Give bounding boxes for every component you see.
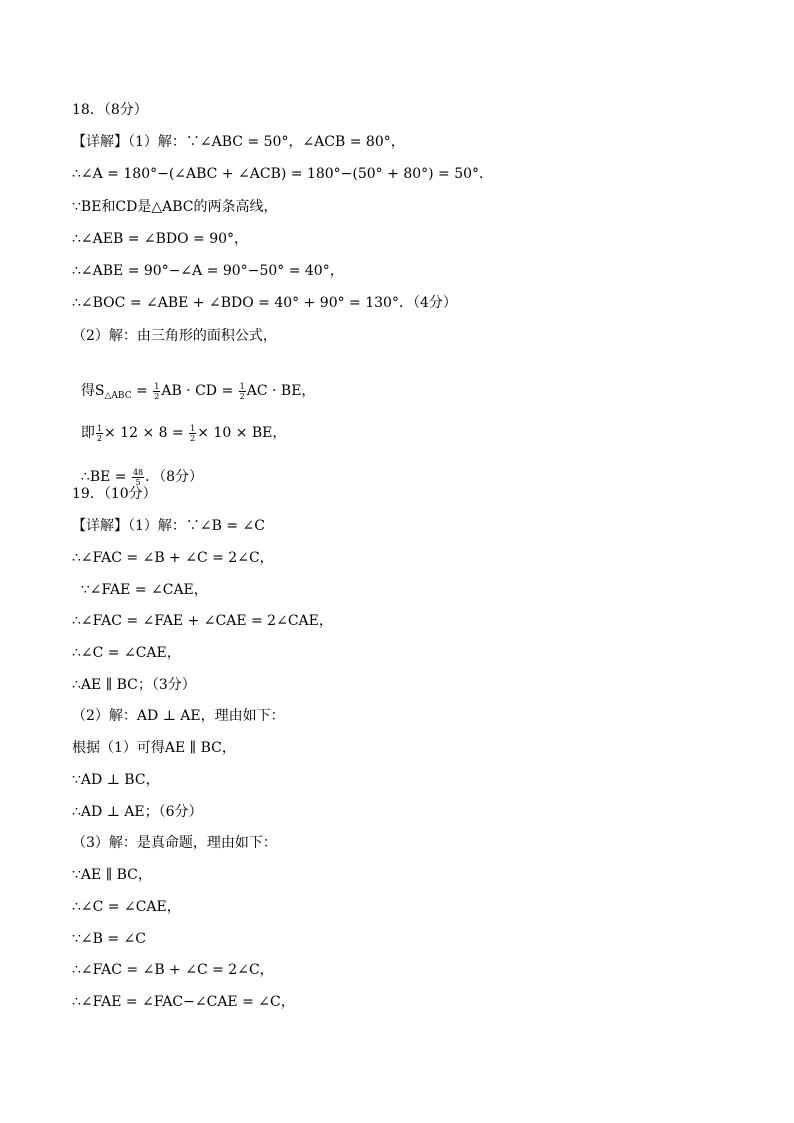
q18-l8-a: 得S bbox=[80, 383, 105, 399]
q18-header: 18．（8分） bbox=[72, 102, 148, 118]
q18-l8-frac1-num: 1 bbox=[154, 382, 160, 392]
q18-l8-c: AB · CD = bbox=[161, 383, 238, 399]
q19-line-8: 根据（1）可得AE ∥ BC， bbox=[72, 740, 236, 756]
q18-line-1: 【详解】（1）解：∵∠ABC = 50°，∠ACB = 80°， bbox=[72, 134, 405, 150]
q19-line-3: ∵∠FAE = ∠CAE， bbox=[72, 582, 208, 598]
q18-l9-frac1-den: 2 bbox=[96, 434, 102, 444]
q18-l8-b: = bbox=[131, 383, 153, 399]
q18-l9-frac2-num: 1 bbox=[190, 424, 196, 434]
q18-l10-b: ．（8分） bbox=[145, 469, 204, 485]
q19-header: 19．（10分） bbox=[72, 486, 157, 502]
q19-line-7: （2）解：AD ⊥ AE，理由如下： bbox=[72, 708, 285, 724]
q18-l8-frac2-num: 1 bbox=[239, 382, 245, 392]
q19-line-9: ∵AD ⊥ BC， bbox=[72, 772, 160, 788]
q18-l10-frac-num: 48 bbox=[132, 468, 144, 478]
q18-l8-d: AC · BE， bbox=[246, 383, 316, 399]
q18-l10-a: ∴BE = bbox=[80, 469, 131, 485]
q19-line-15: ∴∠FAC = ∠B + ∠C = 2∠C， bbox=[72, 962, 274, 978]
q18-line-9 bbox=[72, 403, 286, 443]
q18-l8-sub: △ABC bbox=[104, 391, 132, 401]
q18-l10-frac-den: 5 bbox=[135, 478, 141, 488]
q19-line-1: 【详解】（1）解：∵∠B = ∠C bbox=[72, 518, 265, 534]
q19-line-12: ∵AE ∥ BC， bbox=[72, 867, 152, 883]
q18-l9-b: × 12 × 8 = bbox=[104, 425, 189, 441]
q18-line-2: ∴∠A = 180°−(∠ABC + ∠ACB) = 180°−(50° + 80°) = 50°． bbox=[72, 166, 494, 182]
q18-l8-frac2-den: 2 bbox=[239, 392, 245, 402]
q18-line-6: ∴∠BOC = ∠ABE + ∠BDO = 40° + 90° = 130°．（4分） bbox=[72, 295, 457, 311]
q19-line-13: ∴∠C = ∠CAE， bbox=[72, 899, 181, 915]
q19-line-14: ∵∠B = ∠C bbox=[72, 931, 146, 947]
q19-line-11: （3）解：是真命题，理由如下： bbox=[72, 835, 277, 851]
q18-l9-c: × 10 × BE， bbox=[197, 425, 287, 441]
q18-l9-frac2-den: 2 bbox=[190, 434, 196, 444]
q18-line-10 bbox=[72, 447, 203, 487]
q18-l9-fraction-2 bbox=[189, 424, 196, 443]
q19-line-4: ∴∠FAC = ∠FAE + ∠CAE = 2∠CAE， bbox=[72, 613, 333, 629]
q18-l8-frac1-den: 2 bbox=[154, 392, 160, 402]
q18-line-8 bbox=[72, 361, 315, 406]
q18-l8-fraction-1 bbox=[153, 382, 160, 401]
q18-l9-frac1-num: 1 bbox=[96, 424, 102, 434]
q19-line-5: ∴∠C = ∠CAE， bbox=[72, 645, 181, 661]
q18-line-7: （2）解：由三角形的面积公式， bbox=[72, 328, 277, 344]
q19-line-16: ∴∠FAE = ∠FAC−∠CAE = ∠C， bbox=[72, 994, 295, 1010]
q19-line-6: ∴AE ∥ BC；（3分） bbox=[72, 677, 196, 693]
q18-l9-fraction-1 bbox=[96, 424, 103, 443]
q18-line-5: ∴∠ABE = 90°−∠A = 90°−50° = 40°， bbox=[72, 263, 344, 279]
q18-line-3: ∵BE和CD是△ABC的两条高线， bbox=[72, 199, 278, 215]
q19-line-2: ∴∠FAC = ∠B + ∠C = 2∠C， bbox=[72, 550, 274, 566]
q18-l8-fraction-2 bbox=[239, 382, 246, 401]
q19-line-10: ∴AD ⊥ AE；（6分） bbox=[72, 804, 203, 820]
q18-l9-a: 即 bbox=[80, 425, 95, 441]
q18-line-4: ∴∠AEB = ∠BDO = 90°， bbox=[72, 231, 249, 247]
